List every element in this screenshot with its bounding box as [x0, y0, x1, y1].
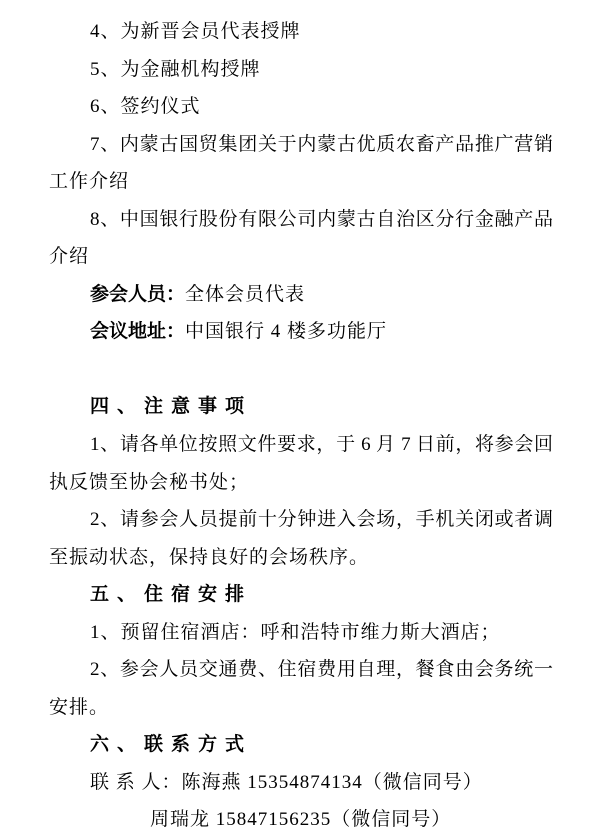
venue-label: 会议地址： [90, 321, 186, 343]
agenda-item-7-line2: 工作介绍 [49, 171, 130, 193]
agenda-item-7-line1: 7、内蒙古国贸集团关于内蒙古优质农畜产品推广营销 [90, 133, 553, 155]
agenda-item-5: 5、为金融机构授牌 [90, 58, 261, 80]
attendees-line [49, 276, 553, 314]
accommodation-p2-line1: 2、参会人员交通费、住宿费用自理，餐食由会务统一 [90, 659, 553, 681]
accommodation-p1: 1、预留住宿酒店：呼和浩特市维力斯大酒店； [90, 621, 501, 643]
venue-value: 中国银行 4 楼多功能厅 [185, 321, 388, 343]
notes-p2-line1: 2、请参会人员提前十分钟进入会场，手机关闭或者调 [90, 509, 553, 531]
agenda-item-8-line2: 介绍 [49, 246, 90, 268]
contact-line-2: 周瑞龙 15847156235（微信同号） [150, 809, 452, 831]
agenda-item-8-line1: 8、中国银行股份有限公司内蒙古自治区分行金融产品 [90, 208, 553, 230]
agenda-item-6: 6、签约仪式 [90, 96, 201, 118]
notes-p2-line2: 至振动状态，保持良好的会场秩序。 [49, 546, 370, 568]
notes-p1-line1: 1、请各单位按照文件要求，于 6 月 7 日前，将参会回 [90, 434, 553, 456]
blank-line [49, 351, 553, 389]
section-contact-heading: 六、联系方式 [90, 734, 253, 756]
contact-line-1: 联 系 人：陈海燕 15354874134（微信同号） [90, 771, 483, 793]
accommodation-p2-line2: 安排。 [49, 696, 110, 718]
section-accommodation-heading: 五、住宿安排 [90, 584, 253, 606]
venue-line [49, 313, 553, 351]
agenda-item-4: 4、为新晋会员代表授牌 [90, 21, 301, 42]
section-notes-heading: 四、注意事项 [90, 396, 253, 418]
attendees-value: 全体会员代表 [185, 283, 306, 305]
attendees-label: 参会人员： [90, 283, 186, 305]
notes-p1-line2: 执反馈至协会秘书处； [49, 471, 250, 493]
